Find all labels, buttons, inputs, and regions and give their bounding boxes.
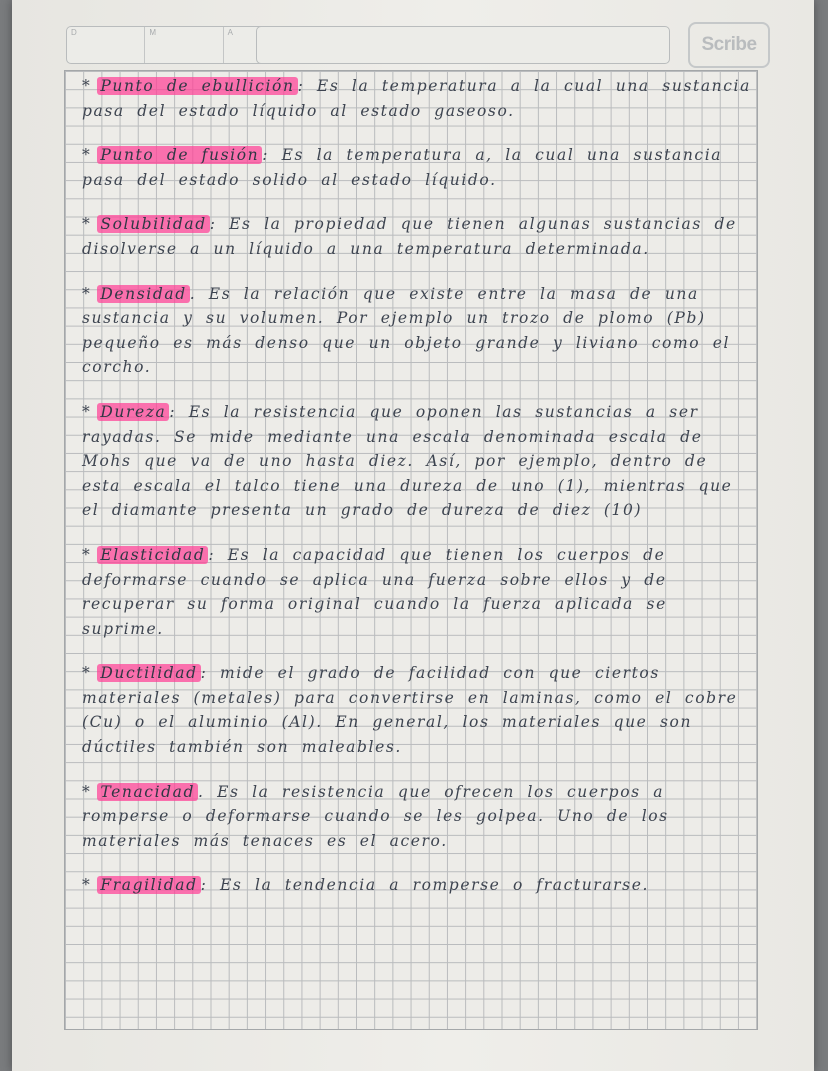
entry-ductilidad <box>82 661 754 759</box>
term-highlight: Solubilidad <box>97 215 209 233</box>
term-separator: : <box>297 77 305 95</box>
notebook-page <box>12 0 814 1071</box>
notes-content <box>82 68 754 898</box>
definition-text: Es la resistencia que ofrecen los cuerpos a romperse o deformarse cuando se les golpea. Uno de los materiales más tenaces es el acero. <box>82 782 669 850</box>
entry-dureza <box>82 400 754 523</box>
bullet-star: * <box>82 664 92 683</box>
date-year-label: A <box>227 28 233 37</box>
entry-punto-ebullicion <box>82 74 754 123</box>
date-month-label: M <box>149 28 156 37</box>
brand-logo: Scribe <box>688 22 770 68</box>
term-highlight: Elasticidad <box>97 546 208 564</box>
definition-text: Es la temperatura a, la cual una sustancia pasa del estado solido al estado líquido. <box>82 146 723 189</box>
entry-tenacidad <box>82 780 754 854</box>
definition-text: Es la temperatura a la cual una sustancia pasa del estado líquido al estado gaseoso. <box>82 77 751 120</box>
term-separator: : <box>209 215 217 234</box>
definition-text: mide el grado de facilidad con que ciertos materiales (metales) para convertirse en laminas, como el cobre (Cu) o el aluminio (Al). En general, los materiales que son dúctiles también son maleables. <box>82 664 738 757</box>
bullet-star: * <box>82 146 92 165</box>
term-highlight: Punto de ebullición <box>97 77 297 95</box>
term-separator: : <box>169 402 177 421</box>
bullet-star: * <box>82 876 92 895</box>
date-day-cell <box>67 27 145 63</box>
term-separator: : <box>200 876 208 895</box>
bullet-star: * <box>82 215 92 234</box>
term-separator: . <box>198 782 205 801</box>
bullet-star: * <box>82 284 92 303</box>
definition-text: Es la resistencia que oponen las sustancias a ser rayadas. Se mide mediante una escala denominada escala de Mohs que va de uno hasta diez. Así, por ejemplo, dentro de esta escala el talco tiene una dureza de uno (1), mientras que el diamante presenta un grado de dureza de diez (10) <box>82 402 733 520</box>
term-separator: : <box>208 545 216 564</box>
term-highlight: Tenacidad <box>97 783 198 801</box>
term-highlight: Densidad <box>97 285 189 303</box>
bullet-star: * <box>82 402 92 421</box>
definition-text: Es la tendencia a romperse o fracturarse. <box>207 876 650 895</box>
bullet-star: * <box>82 77 92 95</box>
term-separator: : <box>200 664 208 683</box>
term-highlight: Fragilidad <box>97 876 200 894</box>
term-separator: . <box>189 284 197 303</box>
term-highlight: Ductilidad <box>97 664 200 682</box>
entry-fragilidad <box>82 873 754 898</box>
definition-text: Es la propiedad que tienen algunas sustancias de disolverse a un líquido a una temperatura determinada. <box>82 215 737 258</box>
entry-densidad <box>82 282 754 380</box>
date-day-label: D <box>71 28 77 37</box>
title-box <box>256 26 670 64</box>
definition-text: Es la relación que existe entre la masa de una sustancia y su volumen. Por ejemplo un trozo de plomo (Pb) pequeño es más denso que un objeto grande y liviano como el corcho. <box>82 284 731 377</box>
entry-solubilidad <box>82 212 754 261</box>
definition-text: Es la capacidad que tienen los cuerpos de deformarse cuando se aplica una fuerza sobre ellos y de recuperar su forma original cuando la fuerza aplicada se suprime. <box>82 545 667 638</box>
date-month-cell <box>145 27 223 63</box>
entry-elasticidad <box>82 543 754 641</box>
term-highlight: Punto de fusión <box>97 146 262 164</box>
term-highlight: Dureza <box>97 403 169 421</box>
bullet-star: * <box>82 782 92 801</box>
entry-punto-fusion <box>82 143 754 192</box>
bullet-star: * <box>82 545 92 564</box>
term-separator: : <box>262 146 270 165</box>
